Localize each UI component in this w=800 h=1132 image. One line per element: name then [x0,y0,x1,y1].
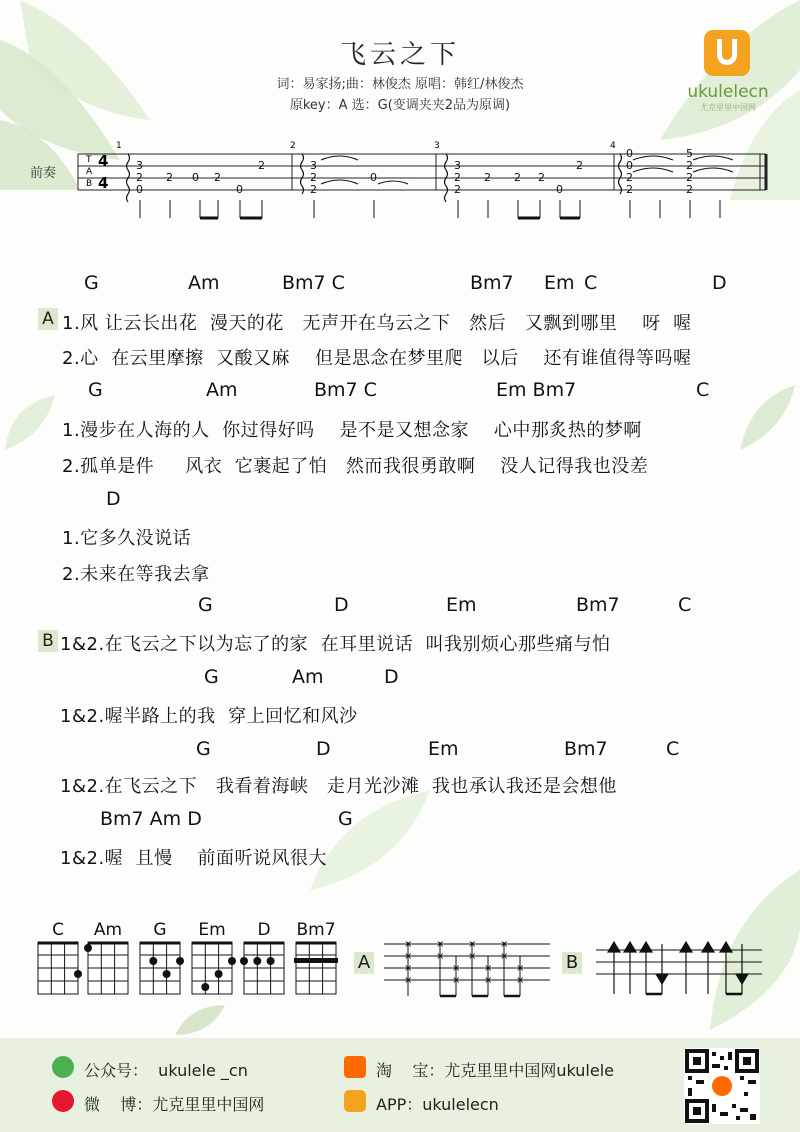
chord-diagram-name: C [52,920,64,940]
ukulelecn-logo-icon [704,30,750,76]
leaf-decoration-bottom-center [300,780,440,900]
chord-label: D [316,738,331,760]
chord-label: D [334,594,349,616]
taobao-shop: 淘 宝：尤克里里中国网ukulele [376,1061,614,1080]
chord-label: D [384,666,399,688]
lyric-line: 1.它多久没说话 [62,528,192,549]
chord-label: G [338,808,353,830]
svg-text:2: 2 [686,171,693,184]
chord-label: C [584,272,598,294]
chord-label: G [88,379,103,401]
chord-label: Am [292,666,324,688]
chord-label: C [666,738,680,760]
lyric-line: 1&2.在飞云之下 我看着海峡 走月光沙滩 我也承认我还是会想他 [60,776,617,797]
logo-text: ukulelecn [687,82,769,102]
lyric-line: 1&2.喔 且慢 前面听说风很大 [60,848,327,869]
intro-label: 前奏 [30,166,57,181]
credits-line-2: 原key：A 选：G(变调夹夹2品为原调) [289,98,511,113]
svg-text:×: × [404,951,413,962]
svg-text:×: × [516,975,525,986]
svg-text:2: 2 [514,171,521,184]
svg-text:0: 0 [236,183,243,196]
chord-diagram-name: G [153,920,167,940]
strum-pattern-a-label: A [354,952,374,974]
svg-text:0: 0 [136,183,143,196]
svg-text:0: 0 [556,183,563,196]
chord-label: Em Bm7 [496,379,577,401]
svg-text:2: 2 [136,171,143,184]
svg-text:2: 2 [686,183,693,196]
measure-number-3: 3 [434,141,440,151]
chord-label: Am [188,272,220,294]
leaf-decoration-mid-left [0,390,60,460]
wechat-account: 公众号： ukulele _cn [84,1061,248,1080]
chord-label: D [712,272,727,294]
lyric-line: 2.未来在等我去拿 [62,564,210,585]
chord-label: Em [428,738,459,760]
svg-text:2: 2 [214,171,221,184]
chord-label: C [678,594,692,616]
chord-label: Em [544,272,575,294]
svg-text:2: 2 [166,171,173,184]
chord-label: Bm7 C [314,379,377,401]
measure-number-4: 4 [610,141,616,151]
svg-text:2: 2 [626,171,633,184]
svg-text:2: 2 [626,183,633,196]
lyric-line: 1&2.在飞云之下以为忘了的家 在耳里说话 叫我别烦心那些痛与怕 [60,634,611,655]
tab-letter-b: B [86,179,93,189]
svg-text:0: 0 [192,171,199,184]
app-icon [344,1090,366,1112]
section-a-tag: A [38,308,58,330]
svg-text:2: 2 [258,159,265,172]
logo-subtitle: 尤克里里中国网 [700,103,756,112]
song-title: 飞云之下 [339,40,460,70]
tab-letter-t: T [86,155,92,165]
svg-text:×: × [452,975,461,986]
svg-text:×: × [468,939,477,950]
svg-text:×: × [404,963,413,974]
weibo-account: 微 博：尤克里里中国网 [84,1095,265,1114]
qr-code-icon [684,1048,760,1124]
svg-text:2: 2 [310,171,317,184]
svg-text:×: × [484,975,493,986]
chord-diagram-name: Bm7 [296,920,336,940]
wechat-icon [52,1056,74,1078]
svg-text:×: × [500,951,509,962]
svg-text:×: × [404,975,413,986]
intro-tablature [78,141,770,220]
svg-text:2: 2 [484,171,491,184]
chord-label: Bm7 [576,594,620,616]
strum-pattern-b-label: B [562,952,582,974]
chord-label: G [84,272,99,294]
tab-letter-a: A [86,167,93,177]
measure-number-1: 1 [116,141,122,151]
strum-pattern-a [384,938,550,1000]
svg-text:0: 0 [626,159,633,172]
chord-label: G [204,666,219,688]
svg-text:3: 3 [454,159,461,172]
chord-label: G [196,738,211,760]
svg-text:2: 2 [310,183,317,196]
measure-number-2: 2 [290,141,296,151]
chord-label: Em [446,594,477,616]
time-sig-bottom: 4 [98,174,109,192]
chord-label: G [198,594,213,616]
taobao-icon [344,1056,366,1078]
svg-text:0: 0 [626,147,633,160]
svg-text:2: 2 [454,183,461,196]
svg-text:×: × [436,951,445,962]
svg-text:×: × [468,951,477,962]
chord-label: Bm7 [470,272,514,294]
svg-text:2: 2 [454,171,461,184]
lyric-line: 1.漫步在人海的人 你过得好吗 是不是又想念家 心中那炙热的梦啊 [62,420,642,441]
svg-text:×: × [404,939,413,950]
svg-text:5: 5 [686,147,693,160]
lyric-line: 1&2.喔半路上的我 穿上回忆和风沙 [60,706,358,727]
chord-label: Bm7 Am D [100,808,202,830]
chord-label: Bm7 C [282,272,345,294]
svg-text:3: 3 [136,159,143,172]
strum-pattern-b [596,938,762,1000]
leaf-decoration-bottom-left [170,1000,230,1040]
leaf-decoration-right [730,380,800,460]
chord-diagram-name: D [257,920,271,940]
footer-bar [0,1038,800,1132]
svg-text:2: 2 [686,159,693,172]
svg-text:×: × [484,963,493,974]
chord-diagram-name: Em [198,920,226,940]
credits-line-1: 词：易家扬;曲：林俊杰 原唱：韩红/林俊杰 [276,77,524,92]
chord-label: D [106,488,121,510]
chord-diagram-name: Am [93,920,123,940]
svg-text:0: 0 [370,171,377,184]
chord-diagrams [36,940,346,996]
section-b-tag: B [38,630,58,652]
lyric-line: 1.风 让云长出花 漫天的花 无声开在乌云之下 然后 又飘到哪里 呀 喔 [62,313,692,334]
weibo-icon [52,1090,74,1112]
chord-label: C [696,379,710,401]
app-name: APP：ukulelecn [376,1095,499,1114]
chord-label: Bm7 [564,738,608,760]
svg-text:×: × [436,939,445,950]
svg-text:2: 2 [538,171,545,184]
svg-text:2: 2 [576,159,583,172]
time-sig-top: 4 [98,152,109,170]
svg-text:3: 3 [310,159,317,172]
svg-text:×: × [516,963,525,974]
svg-text:×: × [500,939,509,950]
lyric-line: 2.心 在云里摩擦 又酸又麻 但是思念在梦里爬 以后 还有谁值得等吗喔 [62,348,692,369]
svg-text:×: × [452,963,461,974]
lyric-line: 2.孤单是件 风衣 它裹起了怕 然而我很勇敢啊 没人记得我也没差 [62,456,649,477]
chord-label: Am [206,379,238,401]
